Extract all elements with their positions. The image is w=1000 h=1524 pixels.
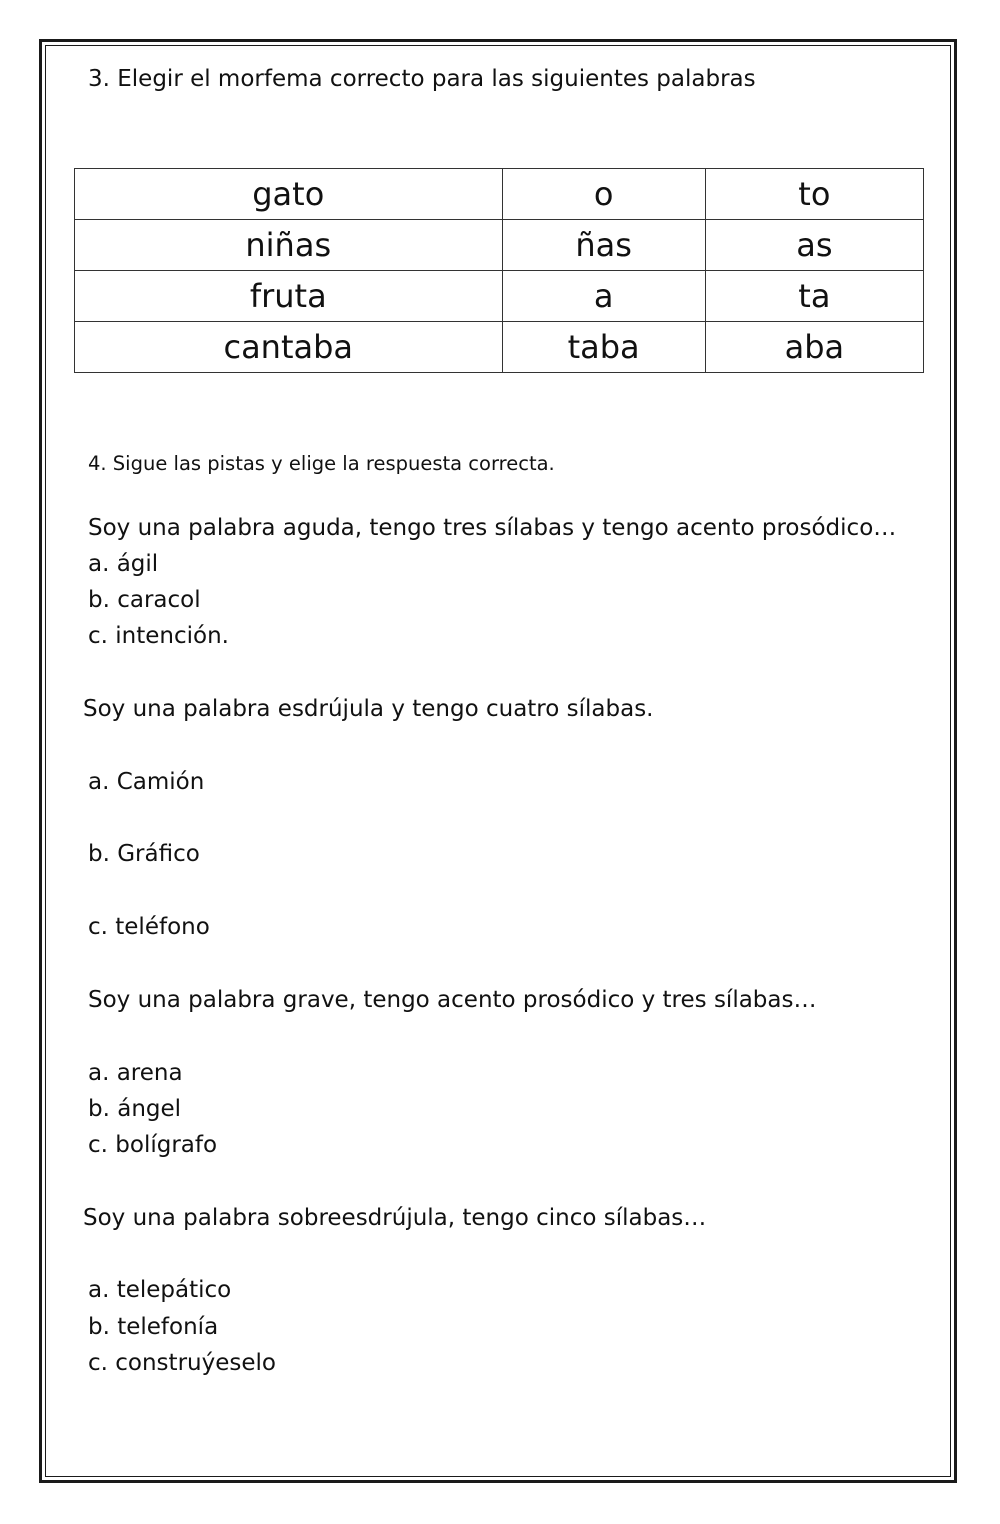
question-prompt: Soy una palabra esdrújula y tengo cuatro sílabas.: [83, 696, 654, 722]
morpheme-option[interactable]: ñas: [502, 220, 705, 271]
answer-option[interactable]: c. teléfono: [88, 914, 210, 940]
word-cell: gato: [75, 169, 503, 220]
answer-option[interactable]: b. ángel: [88, 1096, 182, 1122]
morpheme-option[interactable]: o: [502, 169, 705, 220]
word-cell: cantaba: [75, 322, 503, 373]
answer-option[interactable]: c. construýeselo: [88, 1350, 276, 1376]
answer-option[interactable]: a. Camión: [88, 769, 205, 795]
morpheme-option[interactable]: taba: [502, 322, 705, 373]
answer-option[interactable]: b. Gráfico: [88, 841, 200, 867]
section-3-title: 3. Elegir el morfema correcto para las siguientes palabras: [88, 66, 756, 92]
morpheme-option[interactable]: as: [705, 220, 923, 271]
table-row: [75, 322, 924, 373]
answer-option[interactable]: a. ágil: [88, 551, 159, 577]
section-4-title: 4. Sigue las pistas y elige la respuesta correcta.: [88, 452, 555, 475]
question-prompt: Soy una palabra aguda, tengo tres sílabas y tengo acento prosódico…: [88, 515, 897, 541]
answer-option[interactable]: a. telepático: [88, 1277, 232, 1303]
word-cell: fruta: [75, 271, 503, 322]
answer-option[interactable]: b. telefonía: [88, 1314, 219, 1340]
morpheme-option[interactable]: to: [705, 169, 923, 220]
answer-option[interactable]: a. arena: [88, 1060, 183, 1086]
question-prompt: Soy una palabra sobreesdrújula, tengo cinco sílabas…: [83, 1205, 707, 1231]
word-cell: niñas: [75, 220, 503, 271]
morpheme-option[interactable]: aba: [705, 322, 923, 373]
table-row: [75, 220, 924, 271]
morpheme-option[interactable]: ta: [705, 271, 923, 322]
morpheme-table: [74, 168, 924, 373]
question-prompt: Soy una palabra grave, tengo acento prosódico y tres sílabas…: [88, 987, 817, 1013]
answer-option[interactable]: c. intención.: [88, 623, 229, 649]
table-row: [75, 271, 924, 322]
answer-option[interactable]: b. caracol: [88, 587, 201, 613]
answer-option[interactable]: c. bolígrafo: [88, 1132, 218, 1158]
morpheme-option[interactable]: a: [502, 271, 705, 322]
table-row: [75, 169, 924, 220]
